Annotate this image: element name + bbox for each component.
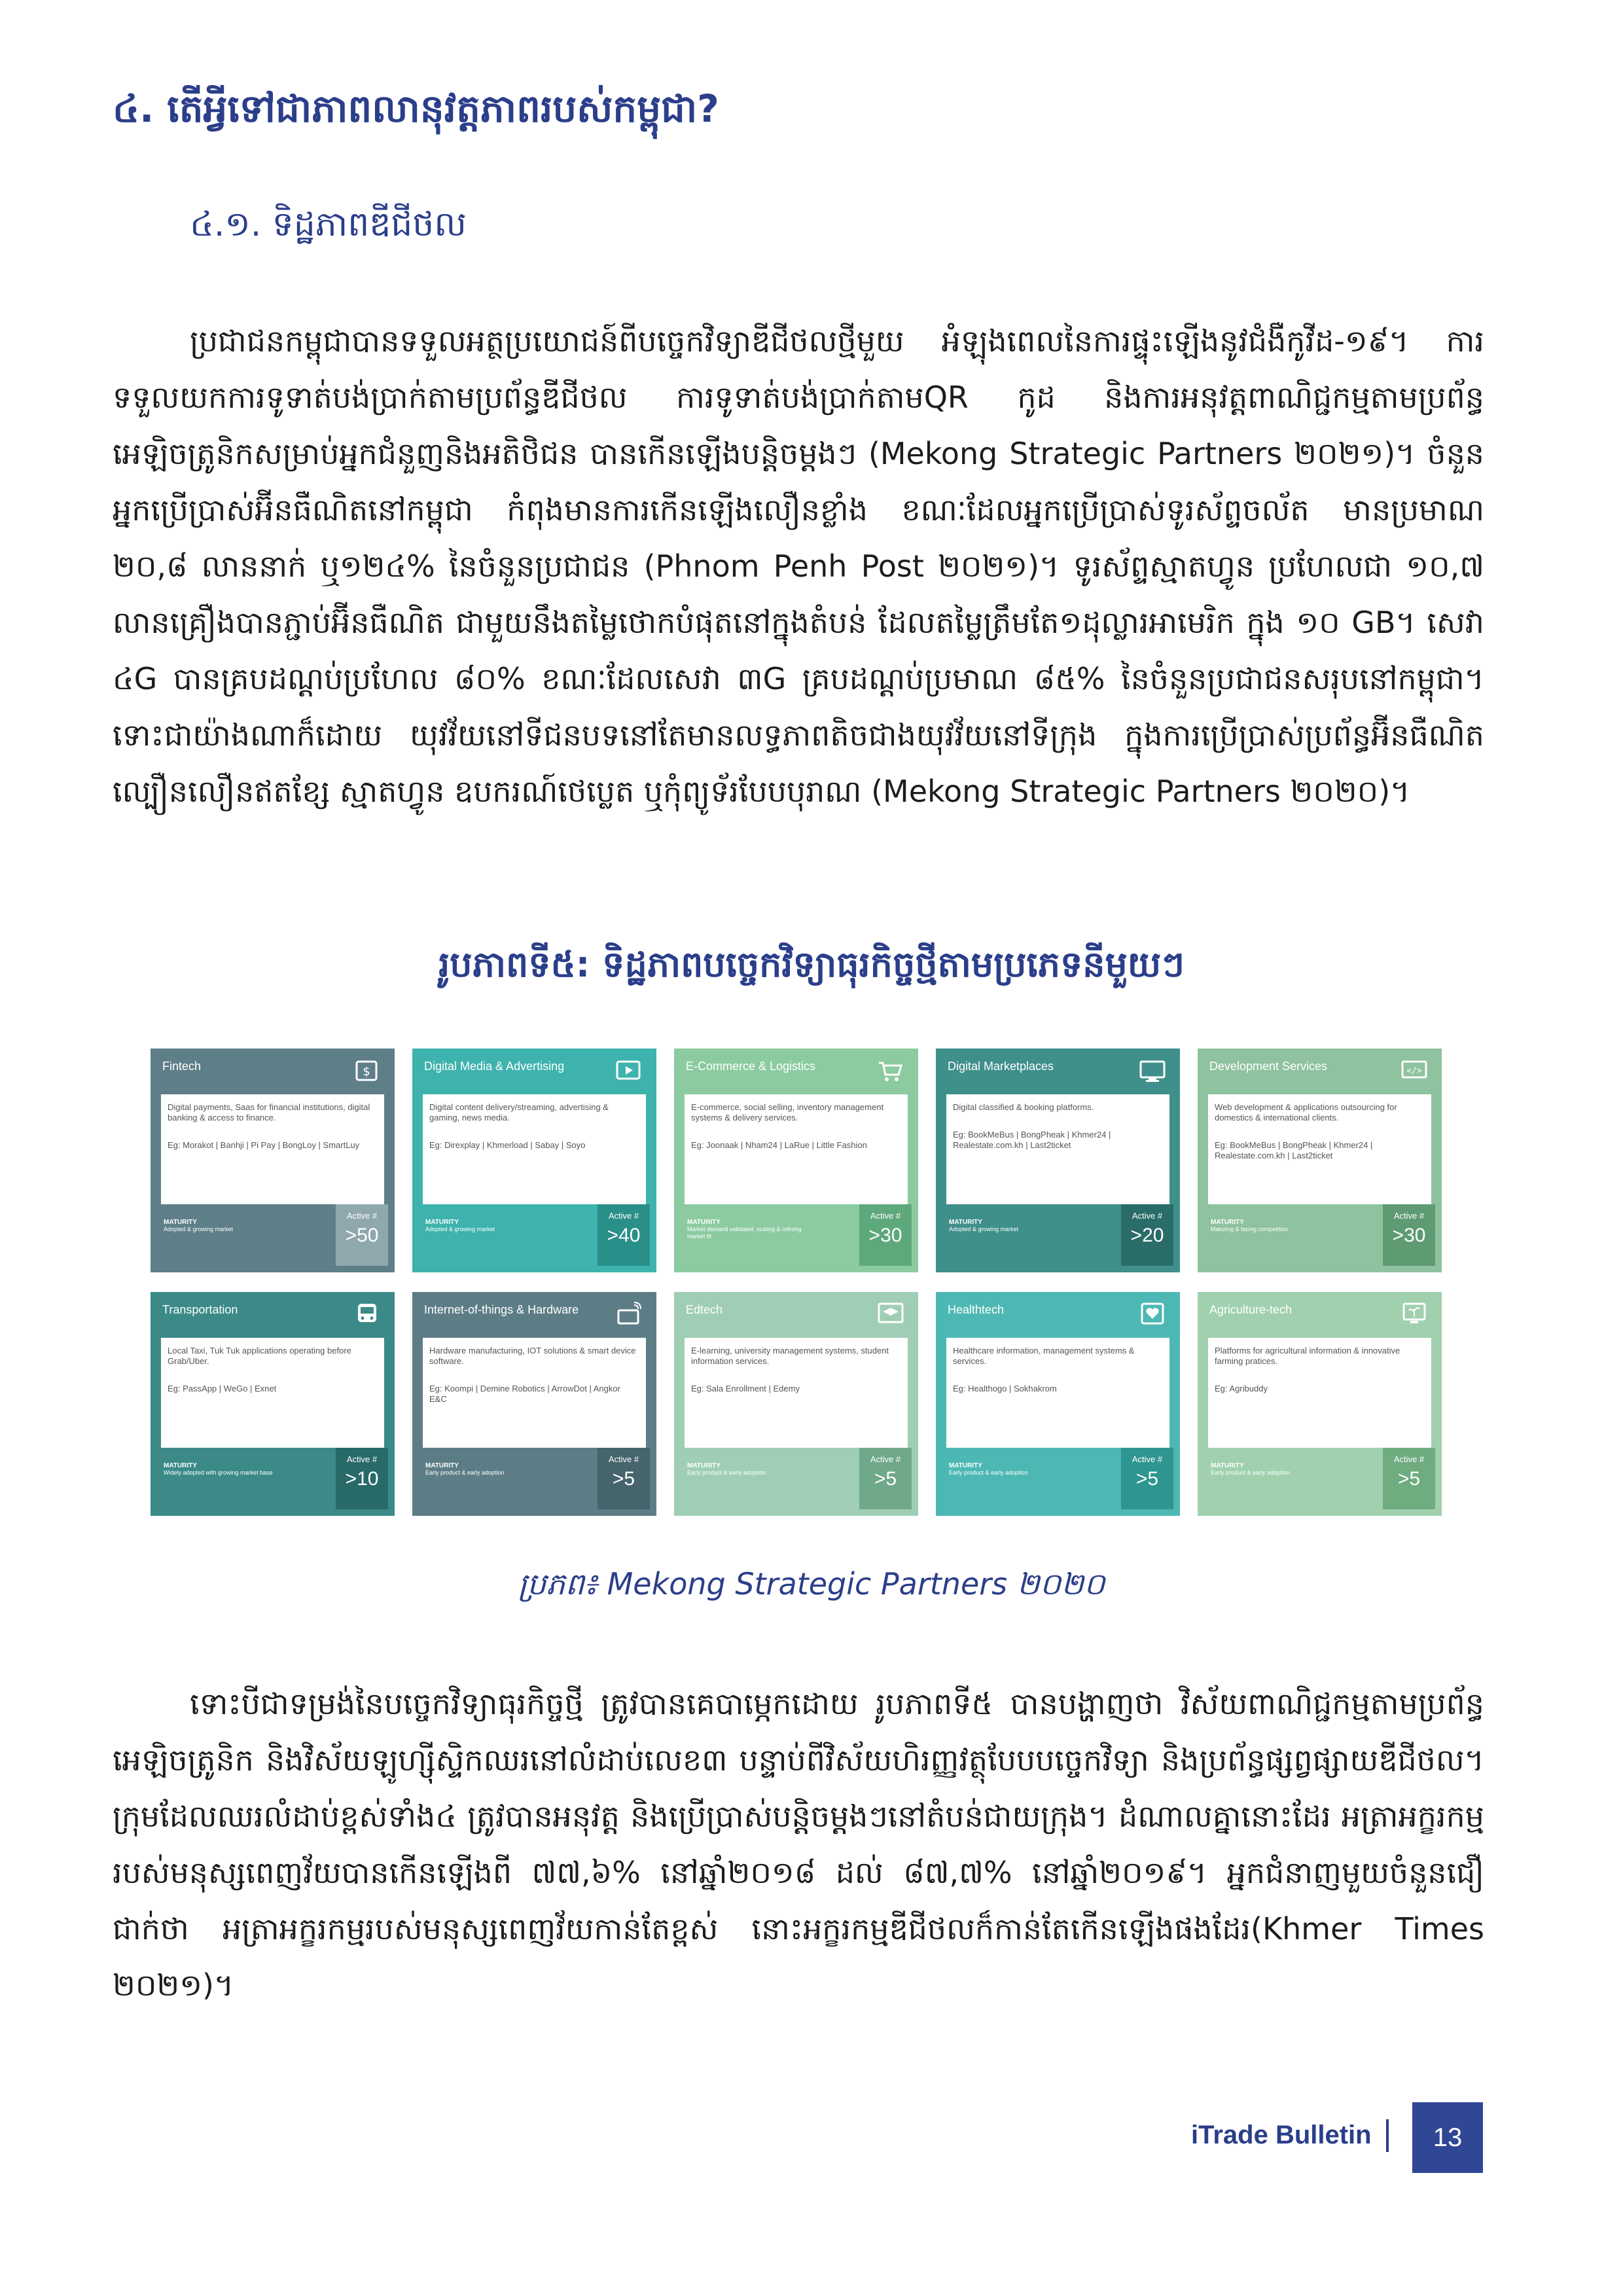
sector-category: E-Commerce & Logistics [686, 1060, 816, 1073]
sector-active-count [1121, 1448, 1173, 1509]
svg-text:$: $ [363, 1065, 370, 1079]
sector-description: E-commerce, social selling, inventory management systems & delivery services. [691, 1102, 884, 1122]
sector-description: E-learning, university management systems, student information services. [691, 1346, 889, 1366]
sector-description: Healthcare information, management systems & services. [953, 1346, 1135, 1366]
sector-examples: Eg: Morakot | Banhji | Pi Pay | BongLoy | SmartLuy [168, 1140, 360, 1150]
sector-body [1208, 1338, 1431, 1448]
maturity-value: Early product & early adoption [425, 1469, 505, 1476]
active-label: Active # [608, 1454, 639, 1464]
maturity-label: MATURITY [949, 1219, 982, 1226]
iot-icon [615, 1301, 643, 1327]
maturity-label: MATURITY [1211, 1219, 1244, 1226]
active-label: Active # [870, 1211, 901, 1221]
sector-card-healthtech [936, 1292, 1180, 1516]
maturity-value: Market demand validated, scaling & refining market fit [687, 1226, 802, 1240]
sector-examples: Eg: BookMeBus | BongPheak | Khmer24 | Realestate.com.kh | Last2ticket [953, 1130, 1111, 1150]
sector-maturity [1211, 1462, 1342, 1477]
sector-body [946, 1094, 1169, 1204]
sector-category: Healthtech [948, 1303, 1005, 1316]
sector-maturity [949, 1462, 1080, 1477]
media-icon [615, 1058, 643, 1084]
maturity-label: MATURITY [425, 1462, 459, 1469]
sector-footer [681, 1204, 912, 1266]
sector-body [423, 1094, 646, 1204]
sector-category: Agriculture-tech [1209, 1303, 1293, 1316]
active-label: Active # [1393, 1211, 1425, 1221]
active-label: Active # [870, 1454, 901, 1464]
sector-category: Digital Marketplaces [948, 1060, 1054, 1073]
sector-maturity [164, 1219, 294, 1233]
paragraph-literacy: ទោះបីជាទម្រង់នៃបច្ចេកវិទ្យាធុរកិច្ចថ្មី ត្រូវបានគេបាម្ភេកដោយ រូបភាពទី៥ បានបង្ហាញថា វិស័យពាណិជ្ជកម្មតាមប្រព័ន្ធអេឡិចត្រូនិក និងវិស័យឡូហ្ស៊ីស្ទិកឈរនៅលំដាប់លេខ៣ បន្ទាប់ពីវិស័យហិរញ្ញវត្ថុបែបបច្ចេកវិទ្យា និងប្រព័ន្ធផ្សព្វផ្សាយឌីជីថល។ ក្រុមដែលឈរលំដាប់ខ្ពស់ទាំង៤ ត្រូវបានអនុវត្ត និងប្រើប្រាស់បន្តិចម្តងៗនៅតំបន់ជាយក្រុង។ ដំណាលគ្នានោះដែរ អត្រាអក្ខរកម្មរបស់មនុស្សពេញវ័យបានកើនឡើងពី ៧៧,៦% នៅឆ្នាំ២០១៨ ដល់ ៨៧,៧% នៅឆ្នាំ២០១៩។ អ្នកជំនាញមួយចំនួនជឿជាក់ថា អត្រាអក្ខរកម្មរបស់មនុស្សពេញវ័យកាន់តែខ្ពស់ នោះអក្ខរកម្មឌីជីថលក៏កាន់តែកើនឡើងផងដែរ(Khmer Times ២០២១)។ [113, 1686, 1484, 2003]
figure-source: ប្រភព៖ Mekong Strategic Partners ២០២០ [518, 1566, 1105, 1602]
cart-icon [876, 1058, 905, 1084]
maturity-value: Early product & early adoption [1211, 1469, 1290, 1476]
maturity-label: MATURITY [687, 1462, 721, 1469]
active-value: >5 [1135, 1468, 1159, 1490]
sector-category: Digital Media & Advertising [424, 1060, 565, 1073]
sector-body [685, 1094, 908, 1204]
section-heading: ៤. តើអ្វីទៅជាភាពលានុវត្តភាពរបស់កម្ពុជា? [113, 86, 719, 131]
graduation-cap-icon [876, 1301, 905, 1327]
sector-active-count [597, 1204, 650, 1266]
active-label: Active # [346, 1211, 378, 1221]
svg-text:</>: </> [1406, 1066, 1422, 1076]
sector-footer [419, 1204, 650, 1266]
bus-icon [353, 1301, 382, 1327]
sector-maturity [425, 1462, 556, 1477]
sector-examples: Eg: Direxplay | Khmerload | Sabay | Soyo [429, 1140, 586, 1150]
active-label: Active # [608, 1211, 639, 1221]
sector-footer [1204, 1448, 1435, 1509]
sector-footer [681, 1448, 912, 1509]
devservices-icon [1400, 1058, 1429, 1084]
sector-card-digital-media-advertising [412, 1049, 656, 1272]
maturity-label: MATURITY [949, 1462, 982, 1469]
sector-card-agriculture-tech [1198, 1292, 1442, 1516]
sector-card-edtech [674, 1292, 918, 1516]
sector-body [946, 1338, 1169, 1448]
tech-sector-grid [151, 1049, 1459, 1516]
sector-footer [942, 1204, 1173, 1266]
sector-footer [419, 1448, 650, 1509]
paragraph-digital-landscape: ប្រជាជនកម្ពុជាបានទទួលអត្ថប្រយោជន៍ពីបច្ចេកវិទ្យាឌីជីថលថ្មីមួយ អំឡុងពេលនៃការផ្ទុះឡើងនូវជំងឺកូវីដ-១៩។ ការទទួលយកការទូទាត់បង់ប្រាក់តាមប្រព័ន្ធឌីជីថល ការទូទាត់បង់ប្រាក់តាមQR កូដ និងការអនុវត្តពាណិជ្ជកម្មតាមប្រព័ន្ធអេឡិចត្រូនិកសម្រាប់អ្នកជំនួញនិងអតិថិជន បានកើនឡើងបន្តិចម្តងៗ (Mekong Strategic Partners ២០២១)។ ចំនួនអ្នកប្រើប្រាស់អ៊ីនធឺណិតនៅកម្ពុជា កំពុងមានការកើនឡើងលឿនខ្លាំង ខណៈដែលអ្នកប្រើប្រាស់ទូរស័ព្ទចល័ត មានប្រមាណ ២០,៨ លាននាក់ ឬ១២៤% នៃចំនួនប្រជាជន (Phnom Penh Post ២០២១)។ ទូរស័ព្ទស្មាតហ្វូន ប្រហែលជា ១០,៧ លានគ្រឿងបានភ្ជាប់អ៊ីនធឺណិត ជាមួយនឹងតម្លៃថោកបំផុតនៅក្នុងតំបន់ ដែលតម្លៃត្រឹមតែ១ដុល្លារអាមេរិក ក្នុង ១០ GB។ សេវា ៤G បានគ្របដណ្តប់ប្រហែល ៨០% ខណៈដែលសេវា ៣G គ្របដណ្តប់ប្រមាណ ៨៥% នៃចំនួនប្រជាជនសរុបនៅកម្ពុជា។ ទោះជាយ៉ាងណាក៏ដោយ យុវវ័យនៅទីជនបទនៅតែមានលទ្ធភាពតិចជាងយុវវ័យនៅទីក្រុង ក្នុងការប្រើប្រាស់ប្រព័ន្ធអ៊ីនធឺណិតល្បឿនលឿនឥតខ្សែ ស្មាតហ្វូន ឧបករណ៍ថេប្លេត ឬកុំព្យូទ័របែបបុរាណ (Mekong Strategic Partners ២០២០)។ [113, 323, 1484, 809]
sector-body [685, 1338, 908, 1448]
sector-maturity [1211, 1219, 1342, 1233]
sector-body [161, 1338, 384, 1448]
sector-description: Digital payments, Saas for financial institutions, digital banking & access to finance. [168, 1102, 370, 1122]
active-label: Active # [1132, 1454, 1163, 1464]
sector-examples: Eg: Joonaak | Nham24 | LaRue | Little Fashion [691, 1140, 867, 1150]
active-value: >20 [1130, 1225, 1164, 1246]
sector-description: Digital classified & booking platforms. [953, 1102, 1094, 1112]
active-value: >5 [612, 1468, 635, 1490]
sector-maturity [425, 1219, 556, 1233]
sector-examples: Eg: Koompi | Demine Robotics | ArrowDot | Angkor E&C [429, 1384, 620, 1404]
sector-category: Fintech [162, 1060, 202, 1073]
sector-card-development-services [1198, 1049, 1442, 1272]
maturity-value: Adopted & growing market [425, 1226, 495, 1232]
footer-divider [1386, 2119, 1389, 2152]
maturity-label: MATURITY [687, 1219, 721, 1226]
active-value: >30 [1392, 1225, 1426, 1246]
sector-examples: Eg: Agribuddy [1215, 1384, 1268, 1393]
sector-card-internet-of-things-hardware [412, 1292, 656, 1516]
active-value: >10 [345, 1468, 379, 1490]
sector-card-fintech [151, 1049, 395, 1272]
figure-title: រូបភាពទី៥: ទិដ្ឋភាពបច្ចេកវិទ្យាធុរកិច្ចថ្មីតាមប្រភេទនីមួយៗ [438, 944, 1185, 985]
maturity-label: MATURITY [425, 1219, 459, 1226]
plant-icon [1400, 1301, 1429, 1327]
sector-active-count [597, 1448, 650, 1509]
maturity-value: Widely adopted with growing market base [164, 1469, 273, 1476]
maturity-label: MATURITY [1211, 1462, 1244, 1469]
sector-active-count [1383, 1204, 1435, 1266]
sector-card-digital-marketplaces [936, 1049, 1180, 1272]
maturity-value: Early product & early adoption [687, 1469, 766, 1476]
active-label: Active # [1132, 1211, 1163, 1221]
sector-maturity [949, 1219, 1080, 1233]
maturity-label: MATURITY [164, 1219, 197, 1226]
maturity-value: Early product & early adoption [949, 1469, 1028, 1476]
sector-category: Internet-of-things & Hardware [424, 1303, 579, 1316]
sector-maturity [164, 1462, 294, 1477]
active-label: Active # [346, 1454, 378, 1464]
sector-active-count [859, 1448, 912, 1509]
sector-footer [157, 1448, 388, 1509]
sector-card-e-commerce-logistics [674, 1049, 918, 1272]
sector-category: Development Services [1209, 1060, 1328, 1073]
sector-examples: Eg: BookMeBus | BongPheak | Khmer24 | Realestate.com.kh | Last2ticket [1215, 1140, 1373, 1160]
bulletin-brand: iTrade Bulletin [1191, 2121, 1372, 2149]
heart-monitor-icon [1138, 1301, 1167, 1327]
page-number: 13 [1412, 2102, 1483, 2173]
sector-body [423, 1338, 646, 1448]
sector-description: Web development & applications outsourcing for domestics & international clients. [1215, 1102, 1397, 1122]
sector-examples: Eg: PassApp | WeGo | Exnet [168, 1384, 277, 1393]
active-value: >50 [345, 1225, 379, 1246]
sector-category: Edtech [686, 1303, 723, 1316]
maturity-value: Maturing & facing competition [1211, 1226, 1289, 1232]
active-label: Active # [1393, 1454, 1425, 1464]
sector-body [1208, 1094, 1431, 1204]
sector-card-transportation [151, 1292, 395, 1516]
sector-body [161, 1094, 384, 1204]
sector-description: Digital content delivery/streaming, advertising & gaming, news media. [429, 1102, 609, 1122]
sector-active-count [1121, 1204, 1173, 1266]
sector-active-count [336, 1448, 388, 1509]
sector-maturity [687, 1462, 818, 1477]
sector-footer [1204, 1204, 1435, 1266]
active-value: >5 [874, 1468, 897, 1490]
sector-maturity [687, 1219, 818, 1240]
active-value: >30 [868, 1225, 902, 1246]
sector-examples: Eg: Healthogo | Sokhakrom [953, 1384, 1057, 1393]
sector-active-count [1383, 1448, 1435, 1509]
sector-active-count [859, 1204, 912, 1266]
active-value: >40 [607, 1225, 641, 1246]
sector-description: Local Taxi, Tuk Tuk applications operating before Grab/Uber. [168, 1346, 351, 1366]
fintech-icon [353, 1058, 382, 1084]
sector-footer [157, 1204, 388, 1266]
active-value: >5 [1397, 1468, 1421, 1490]
sector-active-count [336, 1204, 388, 1266]
sector-category: Transportation [162, 1303, 238, 1316]
subsection-heading: ៤.១. ទិដ្ឋភាពឌីជីថល [190, 205, 467, 244]
sector-description: Platforms for agricultural information & innovative farming pratices. [1215, 1346, 1400, 1366]
maturity-value: Adopted & growing market [949, 1226, 1019, 1232]
maturity-label: MATURITY [164, 1462, 197, 1469]
sector-examples: Eg: Sala Enrollment | Edemy [691, 1384, 800, 1393]
sector-footer [942, 1448, 1173, 1509]
maturity-value: Adopted & growing market [164, 1226, 234, 1232]
marketplace-icon [1138, 1058, 1167, 1084]
sector-description: Hardware manufacturing, IOT solutions & smart device software. [429, 1346, 636, 1366]
